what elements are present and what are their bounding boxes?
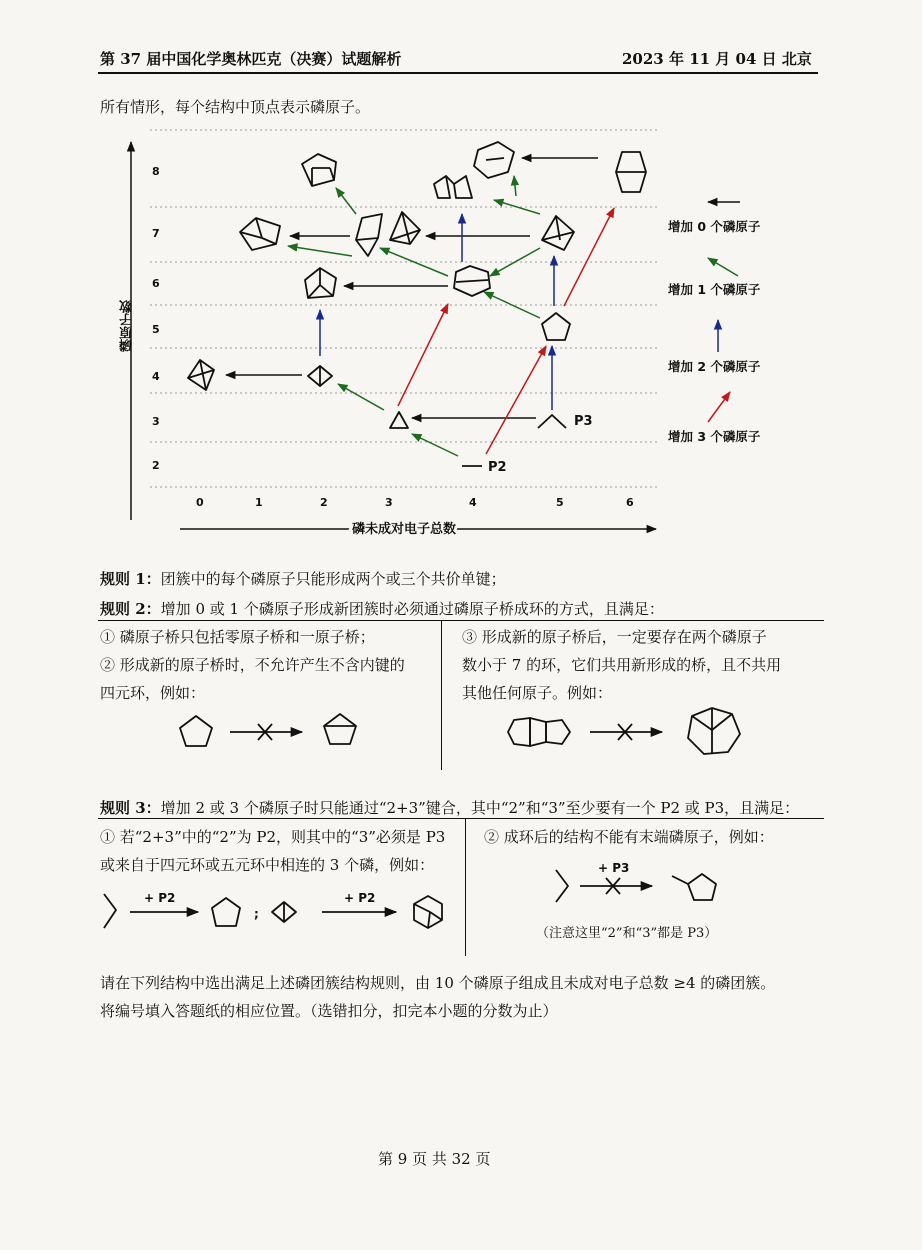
p7-cage-branch [542, 216, 574, 250]
p8-cage-top-left [302, 154, 336, 186]
p7-cage-left [240, 218, 280, 250]
gridlines [150, 130, 660, 487]
arrow-add3 [564, 208, 614, 306]
plus-p3-label: + P3 [598, 861, 630, 875]
header-title: 第 37 届中国化学奥林匹克（决赛）试题解析 [100, 50, 402, 68]
example-p3-chain [104, 894, 116, 928]
p3-triangle [390, 412, 408, 428]
example-separator: ; [254, 907, 259, 921]
y-tick: 5 [152, 323, 160, 336]
p3-molecule [538, 415, 566, 428]
y-tick: 7 [152, 227, 160, 240]
x-axis-label: 磷未成对电子总数 [352, 522, 457, 537]
p2-label: P2 [488, 460, 507, 475]
intro-text: 所有情形，每个结构中顶点表示磷原子。 [100, 98, 371, 116]
rule2-item3-line1: ③ 形成新的原子桥后，一定要存在两个磷原子 [462, 628, 767, 646]
y-axis-label: 磷原子数 [120, 300, 135, 352]
phosphorus-cluster-chart [0, 0, 922, 560]
rule2-box-top [98, 620, 824, 621]
rule2-title: 规则 2： [100, 600, 161, 618]
legend-arrow [708, 258, 738, 276]
y-tick: 2 [152, 459, 160, 472]
example-p3-chain-2 [556, 870, 568, 902]
arrow-add1 [336, 188, 356, 214]
p5-pentagon [542, 313, 570, 340]
p4-tetrahedron [188, 360, 214, 390]
legend [668, 202, 761, 444]
x-tick: 4 [469, 496, 477, 509]
legend-text: 增加 3 个磷原子 [668, 429, 761, 444]
rule3-item2: ② 成环后的结构不能有末端磷原子，例如： [484, 828, 774, 846]
rule3 [100, 797, 799, 818]
example-bridged-pentagon [324, 714, 356, 744]
arrow-add3 [398, 304, 448, 406]
example-cage-result [688, 708, 740, 754]
rule1 [100, 568, 506, 589]
p8-cage-top-right [474, 142, 514, 178]
plus-p2-label: + P2 [344, 891, 376, 905]
rule2 [100, 598, 664, 619]
p8-cage-double [434, 176, 472, 198]
example-pentagon-tail [672, 874, 716, 900]
rule2-item2-line1: ② 形成新的原子桥时，不允许产生不含内键的 [100, 656, 405, 674]
header-date: 2023 年 11 月 04 日 北京 [622, 50, 812, 68]
question-line1: 请在下列结构中选出满足上述磷团簇结构规则，由 10 个磷原子组成且未成对电子总数 ≥4 的磷团簇。 [100, 974, 776, 992]
rule2-item3-line2: 数小于 7 的环，它们共用新形成的桥，且不共用 [462, 656, 782, 674]
legend-text: 增加 1 个磷原子 [668, 282, 761, 297]
rule1-title: 规则 1： [100, 570, 161, 588]
arrow-add3 [486, 346, 546, 454]
p6-cage [305, 268, 336, 298]
legend-text: 增加 2 个磷原子 [668, 359, 761, 374]
arrow-add1 [412, 434, 458, 456]
plus-p2-label: + P2 [144, 891, 176, 905]
y-tick: 4 [152, 370, 160, 383]
rule3-text: 增加 2 或 3 个磷原子时只能通过“2+3”键合，其中“2”和“3”至少要有一个 P2 或 P3，且满足： [160, 799, 800, 817]
example-fused-rings [508, 718, 570, 746]
x-tick: 3 [385, 496, 393, 509]
p3-label: P3 [574, 414, 593, 429]
rule2-item2-line2: 四元环，例如： [100, 684, 206, 702]
x-tick: 5 [556, 496, 564, 509]
rule3-item1-line1: ① 若“2+3”中的“2”为 P2，则其中的“3”必须是 P3 [100, 828, 446, 846]
p7-cage-right [390, 212, 420, 244]
rule3-examples [0, 858, 922, 948]
arrow-add1 [338, 384, 384, 410]
rule3-title: 规则 3： [100, 799, 161, 817]
question-line2: 将编号填入答题纸的相应位置。（选错扣分，扣完本小题的分数为止） [100, 1002, 558, 1020]
example-pentagon-product [212, 898, 240, 926]
example-butterfly [272, 902, 296, 922]
legend-text: 增加 0 个磷原子 [668, 219, 761, 234]
legend-arrow [708, 392, 730, 422]
x-tick: 6 [626, 496, 634, 509]
y-tick: 8 [152, 165, 160, 178]
example-cage-product [414, 896, 442, 928]
x-tick: 1 [255, 496, 263, 509]
x-tick: 2 [320, 496, 328, 509]
arrow-add1 [288, 246, 352, 256]
rule3-note: （注意这里“2”和“3”都是 P3） [536, 926, 718, 941]
p8-bicyclic [616, 152, 646, 192]
x-tick: 0 [196, 496, 204, 509]
rule3-item1-line2: 或来自于四元环或五元环中相连的 3 个磷，例如： [100, 856, 435, 874]
p4-butterfly [308, 366, 332, 386]
rule2-item1: ① 磷原子桥只包括零原子桥和一原子桥； [100, 628, 375, 646]
rule2-examples [0, 700, 922, 780]
rule2-item3-line3: 其他任何原子。例如： [462, 684, 613, 702]
p7-cage-mid [356, 214, 382, 256]
rule3-box-top [98, 818, 824, 819]
arrow-add1 [490, 248, 540, 276]
y-tick: 3 [152, 415, 160, 428]
y-tick: 6 [152, 277, 160, 290]
rule2-text: 增加 0 或 1 个磷原子形成新团簇时必须通过磷原子桥成环的方式，且满足： [160, 600, 664, 618]
arrow-add1 [514, 176, 516, 196]
page-footer: 第 9 页 共 32 页 [378, 1150, 491, 1168]
rule1-text: 团簇中的每个磷原子只能形成两个或三个共价单键； [160, 570, 506, 588]
example-pentagon [180, 716, 212, 746]
